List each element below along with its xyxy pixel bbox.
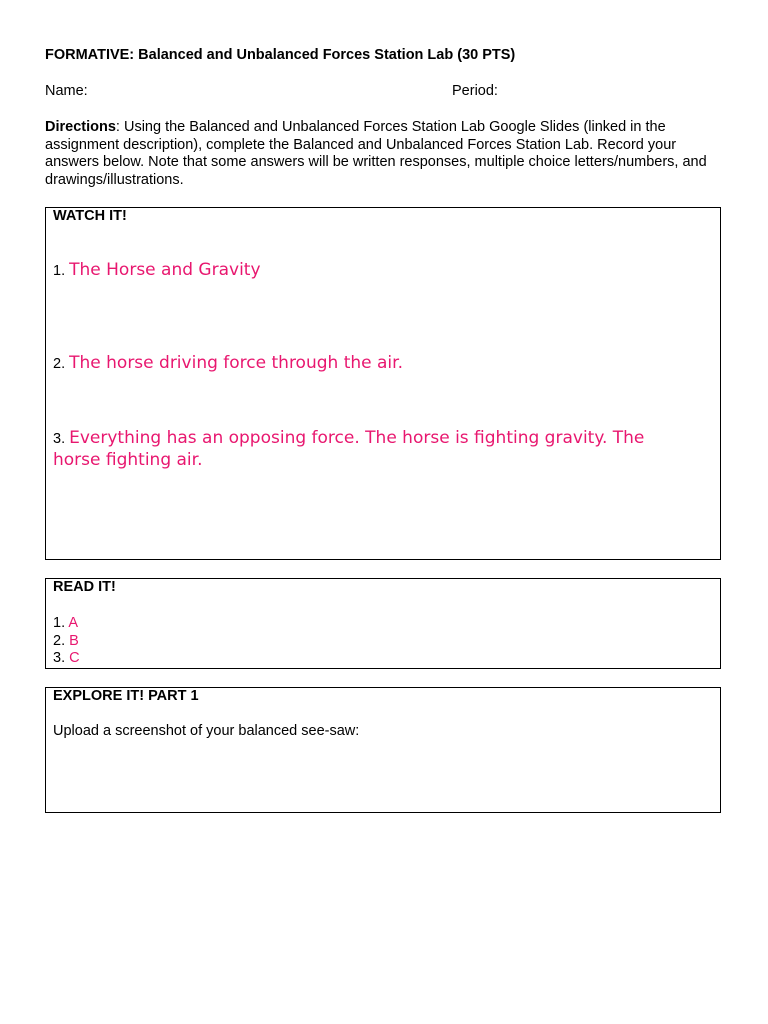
answer-text: The Horse and Gravity [69,260,261,280]
answer-text: Everything has an opposing force. The horse is fighting gravity. The horse fighting air. [53,428,645,470]
explore-it-box [45,687,721,813]
answer-text: The horse driving force through the air. [69,353,403,373]
answer-number: 3. [53,650,66,666]
watch-answer-2[interactable] [53,353,403,375]
answer-number: 2. [53,356,66,372]
answer-number: 1. [53,263,66,279]
name-label: Name: [45,83,88,99]
read-it-answers [53,615,80,668]
read-it-heading: READ IT! [53,579,116,595]
directions-label: Directions [45,119,116,135]
answer-text: A [68,615,78,631]
answer-number: 2. [53,632,66,649]
answer-text: C [69,650,80,666]
page-title: FORMATIVE: Balanced and Unbalanced Forces Station Lab (30 PTS) [45,47,516,63]
upload-prompt: Upload a screenshot of your balanced see-saw: [53,723,360,739]
watch-answer-1[interactable] [53,260,261,282]
directions-text: : Using the Balanced and Unbalanced Forces Station Lab Google Slides (linked in the assignment description), complete the Balanced and Unbalanced Forces Station Lab. Record your answers below. Note that some answers will be written responses, multiple choice letters/numbers, and drawings/illustrations. [45,119,707,188]
watch-it-box [45,207,721,560]
explore-it-heading: EXPLORE IT! PART 1 [53,688,199,704]
read-answer-3[interactable] [53,650,80,668]
answer-number: 1. [53,615,66,631]
read-answer-2[interactable] [53,633,80,651]
answer-number: 3. [53,431,66,447]
answer-text: B [69,632,79,649]
read-it-box [45,578,721,669]
read-answer-1[interactable] [53,615,80,633]
watch-it-heading: WATCH IT! [53,208,127,224]
period-label: Period: [452,83,498,99]
watch-answer-3[interactable] [53,428,693,472]
directions-paragraph [45,119,725,189]
